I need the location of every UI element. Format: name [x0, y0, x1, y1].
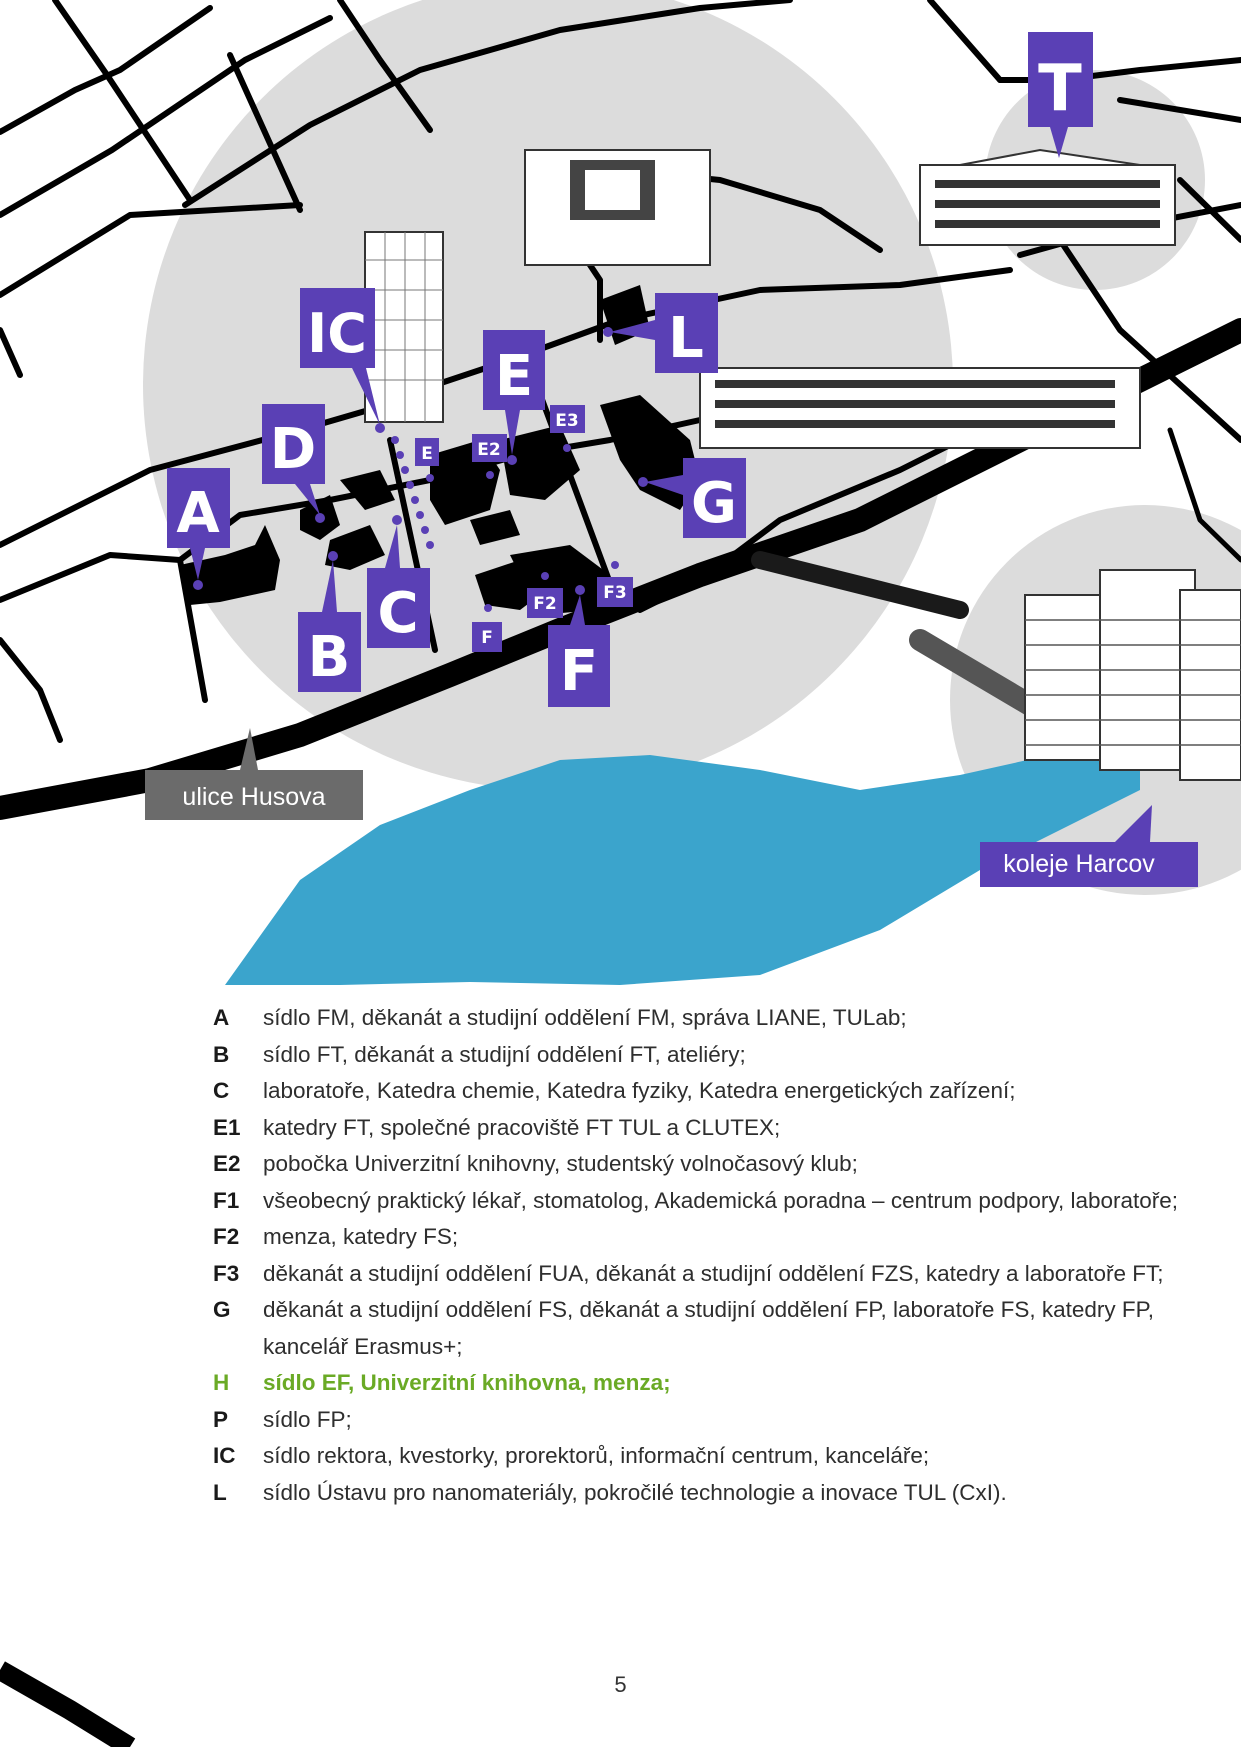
- legend-code: H: [213, 1370, 230, 1395]
- legend-code: L: [213, 1479, 227, 1505]
- legend-code: IC: [213, 1443, 236, 1468]
- page-number: 5: [614, 1672, 627, 1697]
- legend-text: pobočka Univerzitní knihovny, studentský volnočasový klub;: [263, 1151, 858, 1176]
- legend-text: menza, katedry FS;: [263, 1224, 459, 1249]
- svg-text:E3: E3: [555, 411, 579, 431]
- svg-text:L: L: [668, 306, 704, 371]
- legend-code: E1: [213, 1114, 241, 1140]
- legend-text: sídlo rektora, kvestorky, prorektorů, informační centrum, kanceláře;: [263, 1443, 930, 1468]
- legend-code: E2: [213, 1151, 241, 1176]
- legend-code: P: [213, 1406, 229, 1432]
- legend-text: děkanát a studijní oddělení FUA, děkanát a studijní oddělení FZS, katedry a laboratoře FT;: [263, 1260, 1164, 1286]
- legend-text: všeobecný praktický lékař, stomatolog, Akademická poradna – centrum podpory, laboratoře;: [263, 1187, 1179, 1213]
- dorm-label: koleje Harcov: [1003, 850, 1155, 878]
- svg-text:F: F: [559, 639, 599, 704]
- legend-item: [213, 1146, 1213, 1183]
- legend-code: F1: [213, 1187, 240, 1213]
- svg-text:E: E: [421, 444, 433, 464]
- svg-text:E: E: [494, 344, 534, 409]
- legend-text: laboratoře, Katedra chemie, Katedra fyziky, Katedra energetických zařízení;: [263, 1078, 1016, 1103]
- svg-text:F: F: [481, 628, 493, 648]
- legend-item: [213, 1183, 1213, 1220]
- svg-text:G: G: [691, 471, 737, 536]
- svg-text:D: D: [269, 417, 317, 482]
- svg-text:C: C: [377, 581, 419, 646]
- legend-code: F2: [213, 1224, 240, 1249]
- legend-item: [213, 1438, 1213, 1475]
- legend-code: F3: [213, 1260, 240, 1286]
- legend-item: [213, 1475, 1213, 1512]
- svg-text:F2: F2: [533, 594, 557, 614]
- legend-item: [213, 1219, 1213, 1256]
- legend-text: děkanát a studijní oddělení FS, děkanát a studijní oddělení FP, laboratoře FS, katedry FP, kancelář Erasmus+;: [263, 1297, 1154, 1359]
- legend-item: [213, 1000, 1213, 1037]
- legend-item: [213, 1037, 1213, 1074]
- legend-item: [213, 1402, 1213, 1439]
- svg-text:B: B: [307, 625, 351, 690]
- svg-text:T: T: [1038, 52, 1082, 126]
- legend-code: C: [213, 1078, 230, 1103]
- svg-text:F3: F3: [603, 583, 627, 603]
- legend-item: [213, 1292, 1213, 1365]
- svg-text:IC: IC: [307, 302, 367, 365]
- legend-text: sídlo FP;: [263, 1406, 352, 1432]
- legend-code: A: [213, 1005, 230, 1030]
- legend-code: G: [213, 1297, 231, 1322]
- legend: [213, 1000, 1213, 1511]
- svg-text:A: A: [176, 481, 220, 546]
- legend-text: sídlo FT, děkanát a studijní oddělení FT, ateliéry;: [263, 1041, 746, 1067]
- legend-text: katedry FT, společné pracoviště FT TUL a CLUTEX;: [263, 1114, 781, 1140]
- legend-item: [213, 1073, 1213, 1110]
- street-label: ulice Husova: [182, 783, 326, 811]
- svg-text:E2: E2: [477, 440, 501, 460]
- legend-code: B: [213, 1041, 230, 1067]
- legend-text: sídlo FM, děkanát a studijní oddělení FM, správa LIANE, TULab;: [263, 1005, 907, 1030]
- legend-item: [213, 1256, 1213, 1293]
- legend-text: sídlo Ústavu pro nanomateriály, pokročilé technologie a inovace TUL (CxI).: [263, 1479, 1007, 1505]
- legend-item: [213, 1365, 1213, 1402]
- legend-item: [213, 1110, 1213, 1147]
- legend-text: sídlo EF, Univerzitní knihovna, menza;: [263, 1370, 671, 1395]
